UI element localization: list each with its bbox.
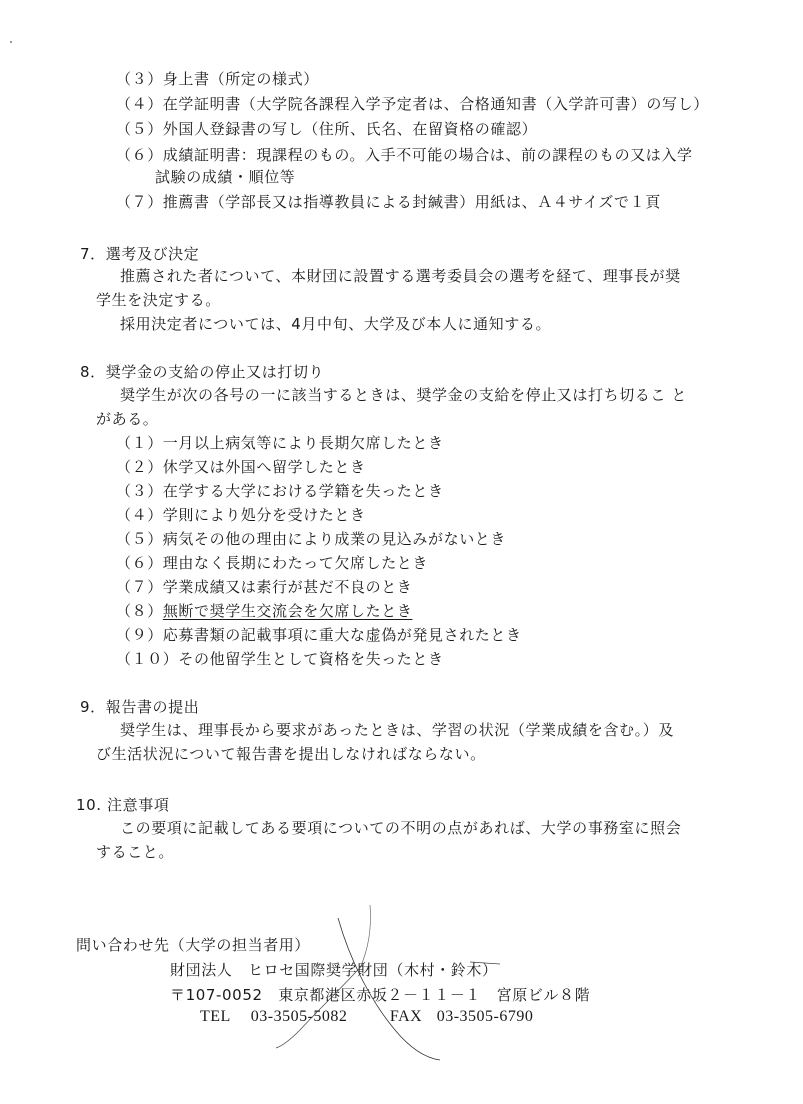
item-6-transcript-line2: 試験の成績・順位等	[155, 168, 296, 186]
section-9-line1: 奨学生は、理事長から要求があったときは、学習の状況（学業成績を含む。）及	[120, 721, 674, 739]
contact-tel-label: TEL	[200, 1008, 231, 1025]
section-8-item-4: （４）学則により処分を受けたとき	[116, 506, 366, 524]
item-3-personal-statement: （３）身上書（所定の様式）	[116, 70, 319, 88]
section-7-heading: 7．選考及び決定	[80, 245, 200, 263]
contact-fax-number: 03-3505-6790	[436, 1008, 534, 1025]
section-8-item-3: （３）在学する大学における学籍を失ったとき	[116, 482, 444, 500]
section-9-heading: 9．報告書の提出	[80, 698, 200, 716]
section-8-item-8-prefix: （８）	[116, 602, 163, 620]
section-8-item-10: （１０）その他留学生として資格を失ったとき	[116, 650, 444, 668]
item-7-recommendation: （７）推薦書（学部長又は指導教員による封緘書）用紙は、Ａ４サイズで１頁	[116, 193, 661, 211]
section-8-intro-line2: がある。	[96, 410, 159, 428]
contact-fax-label: FAX	[389, 1008, 423, 1025]
section-8-item-8	[116, 601, 412, 621]
section-8-item-9: （９）応募書類の記載事項に重大な虚偽が発見されたとき	[116, 626, 522, 644]
section-8-item-8-text: 無断で奨学生交流会を欠席したとき	[162, 602, 413, 620]
section-7-para2: 採用決定者については、4月中旬、大学及び本人に通知する。	[120, 315, 552, 333]
section-8-item-2: （２）休学又は外国へ留学したとき	[116, 458, 366, 476]
section-8-item-5: （５）病気その他の理由により成業の見込みがないとき	[116, 530, 507, 548]
section-8-heading: 8．奨学金の支給の停止又は打切り	[80, 363, 325, 381]
contact-organization: 財団法人 ヒロセ国際奨学財団（木村・鈴木）	[170, 961, 498, 979]
section-8-item-7: （７）学業成績又は素行が甚だ不良のとき	[116, 578, 413, 596]
item-6-transcript-line1: （６）成績証明書：現課程のもの。入手不可能の場合は、前の課程のもの又は入学	[116, 146, 693, 164]
contact-tel-number: 03-3505-5082	[250, 1008, 348, 1025]
section-7-para1-line1: 推薦された者について、本財団に設置する選考委員会の選考を経て、理事長が奨	[120, 267, 681, 285]
contact-address: 〒107-0052 東京都港区赤坂２－１１－１ 宮原ビル８階	[170, 986, 591, 1004]
section-7-para1-line2: 学生を決定する。	[96, 291, 221, 309]
item-4-enrollment-certificate: （４）在学証明書（大学院各課程入学予定者は、合格通知書（入学許可書）の写し）	[116, 95, 709, 113]
section-10-line1: この要項に記載してある要項についての不明の点があれば、大学の事務室に照会	[120, 819, 682, 837]
section-10-heading: 10. 注意事項	[76, 796, 170, 814]
item-5-alien-registration: （５）外国人登録書の写し（住所、氏名、在留資格の確認）	[116, 120, 538, 138]
section-9-line2: び生活状況について報告書を提出しなければならない。	[96, 745, 486, 763]
section-8-intro-line1: 奨学生が次の各号の一に該当するときは、奨学金の支給を停止又は打ち切るこ と	[120, 386, 687, 404]
section-10-line2: すること。	[96, 843, 175, 861]
contact-tel-line	[200, 1007, 533, 1027]
section-8-item-1: （１）一月以上病気等により長期欠席したとき	[116, 434, 444, 452]
contact-label: 問い合わせ先（大学の担当者用）	[76, 936, 311, 954]
section-8-item-6: （６）理由なく長期にわたって欠席したとき	[116, 554, 429, 572]
scan-speck	[10, 41, 12, 43]
